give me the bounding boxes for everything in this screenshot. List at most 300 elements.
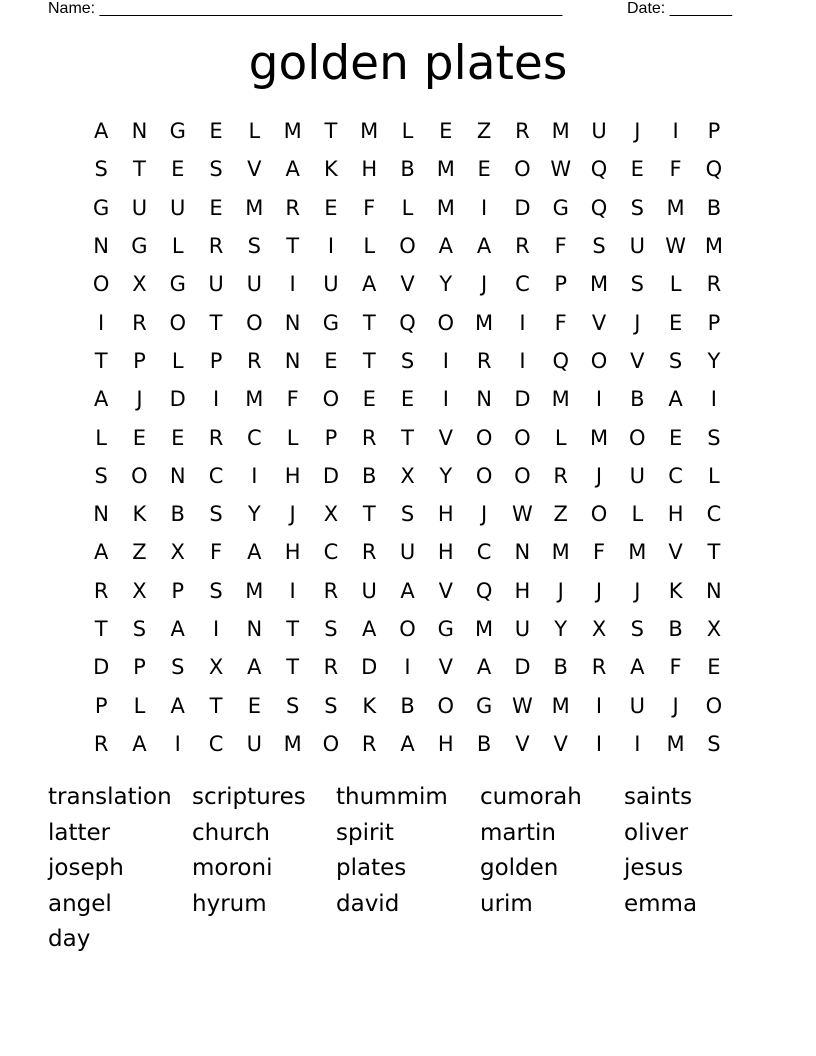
grid-letter: O [322, 731, 340, 756]
grid-letter: S [209, 578, 223, 603]
grid-letter: U [629, 463, 645, 488]
grid-letter: C [323, 540, 339, 565]
word-list-item: translation [48, 784, 172, 810]
grid-letter: M [666, 731, 685, 756]
grid-letter: E [171, 425, 185, 450]
grid-letter: S [171, 655, 185, 680]
grid-letter: H [284, 540, 301, 565]
grid-letter: T [324, 119, 338, 144]
grid-letter: O [169, 310, 186, 335]
grid-letter: G [322, 310, 340, 335]
grid-letter: M [245, 578, 264, 603]
grid-letter: D [514, 195, 531, 220]
grid-letter: A [170, 693, 185, 718]
grid-letter: F [286, 387, 299, 412]
grid-letter: L [669, 272, 682, 297]
grid-letter: E [247, 693, 261, 718]
grid-letter: E [400, 387, 415, 412]
grid-letter: S [94, 463, 108, 488]
grid-letter: V [247, 157, 262, 182]
grid-letter: D [93, 655, 110, 680]
grid-letter: X [170, 540, 185, 565]
grid-letter: U [514, 617, 531, 641]
grid-letter: C [706, 502, 722, 527]
grid-letter: A [93, 387, 109, 412]
grid-letter: G [437, 617, 454, 641]
grid-letter: D [322, 463, 340, 488]
grid-letter: I [98, 310, 105, 335]
grid-letter: T [94, 348, 108, 373]
grid-letter: S [94, 157, 108, 182]
word-list-item: moroni [192, 855, 273, 881]
grid-letter: V [400, 272, 415, 297]
grid-letter: R [476, 348, 492, 373]
grid-letter: O [437, 693, 455, 718]
grid-letter: X [591, 617, 607, 641]
grid-letter: C [668, 463, 683, 488]
grid-letter: R [208, 234, 224, 259]
grid-letter: P [209, 348, 223, 373]
grid-letter: V [630, 348, 645, 373]
grid-letter: S [400, 502, 415, 527]
grid-letter: O [514, 463, 531, 488]
grid-letter: N [284, 310, 301, 335]
word-list-item: church [192, 819, 270, 846]
grid-letter: P [707, 310, 721, 335]
grid-letter: I [519, 348, 526, 373]
word-list-item: jesus [624, 855, 684, 881]
grid-letter: H [667, 502, 684, 527]
grid-letter: I [442, 348, 449, 373]
grid-letter: U [170, 195, 186, 220]
word-list [48, 780, 768, 958]
grid-letter: X [132, 578, 147, 603]
grid-letter: P [554, 272, 568, 297]
grid-letter: M [245, 195, 264, 220]
grid-letter: U [246, 731, 263, 756]
grid-letter: F [592, 540, 606, 565]
grid-letter: U [629, 693, 645, 718]
grid-letter: M [283, 119, 302, 144]
grid-letter: R [515, 234, 530, 259]
grid-letter: D [169, 387, 186, 412]
grid-letter: S [592, 234, 606, 259]
grid-letter: O [246, 310, 263, 335]
word-list-item: urim [480, 890, 533, 917]
grid-letter: O [399, 234, 416, 259]
grid-letter: V [553, 731, 568, 756]
grid-letter: I [251, 463, 258, 488]
grid-letter: A [170, 617, 185, 641]
grid-letter: J [595, 463, 603, 488]
grid-letter: R [247, 348, 262, 373]
grid-letter: S [630, 617, 644, 641]
grid-letter: U [246, 272, 263, 297]
grid-letter: G [552, 195, 569, 220]
word-list-item: scriptures [192, 784, 306, 810]
grid-letter: K [324, 157, 338, 182]
word-list-item: latter [48, 819, 111, 846]
grid-letter: I [595, 387, 603, 412]
grid-letter: U [629, 234, 645, 259]
grid-letter: O [475, 425, 493, 450]
grid-letter: E [132, 425, 147, 450]
grid-letter: I [289, 578, 296, 603]
grid-letter: T [133, 157, 146, 182]
grid-letter: M [283, 731, 302, 756]
grid-letter: S [209, 157, 223, 182]
grid-letter: O [475, 463, 493, 488]
grid-letter: Z [553, 502, 568, 527]
grid-letter: O [590, 348, 608, 373]
grid-letter: E [668, 425, 683, 450]
grid-letter: M [551, 693, 570, 718]
grid-letter: P [94, 693, 108, 718]
grid-letter: S [132, 617, 147, 641]
grid-letter: O [399, 617, 416, 641]
grid-letter: J [672, 693, 679, 718]
grid-letter: O [629, 425, 646, 450]
grid-letter: B [362, 463, 377, 488]
word-list-item: plates [336, 855, 407, 881]
grid-letter: A [93, 540, 109, 565]
grid-letter: A [247, 655, 262, 680]
grid-letter: I [595, 731, 603, 756]
grid-letter: R [93, 731, 109, 756]
grid-letter: L [631, 502, 644, 527]
grid-letter: N [706, 578, 722, 603]
grid-letter: R [515, 119, 530, 144]
grid-letter: B [706, 195, 722, 220]
grid-letter: C [208, 463, 224, 488]
grid-letter: J [557, 578, 564, 603]
grid-letter: M [551, 387, 570, 412]
grid-letter: G [93, 195, 110, 220]
word-list-item: joseph [48, 855, 124, 881]
grid-letter: I [481, 195, 488, 220]
grid-letter: J [595, 578, 603, 603]
grid-letter: B [630, 387, 645, 412]
grid-letter: S [324, 617, 338, 641]
grid-letter: L [363, 234, 376, 259]
grid-letter: R [706, 272, 722, 297]
grid-letter: E [477, 157, 491, 182]
grid-letter: T [209, 310, 223, 335]
grid-letter: B [553, 655, 568, 680]
grid-letter: N [246, 617, 263, 641]
grid-letter: R [132, 310, 147, 335]
grid-letter: C [476, 540, 492, 565]
grid-letter: H [437, 502, 454, 527]
grid-letter: Y [247, 502, 261, 527]
grid-letter: B [400, 693, 415, 718]
grid-letter: F [209, 540, 223, 565]
grid-letter: M [436, 195, 455, 220]
puzzle-title: golden plates [248, 36, 568, 91]
grid-letter: M [666, 195, 685, 220]
grid-letter: O [92, 272, 110, 297]
grid-letter: O [437, 310, 455, 335]
grid-letter: M [360, 119, 379, 144]
header-line [48, 0, 748, 20]
grid-letter: T [286, 655, 300, 680]
grid-letter: C [515, 272, 530, 297]
grid-letter: T [401, 425, 414, 450]
grid-letter: N [93, 234, 109, 259]
grid-letter: M [551, 119, 570, 144]
grid-letter: D [514, 387, 531, 412]
word-list-item: golden [480, 855, 559, 881]
grid-letter: A [400, 578, 415, 603]
grid-letter: S [630, 195, 644, 220]
grid-letter: Y [439, 463, 453, 488]
grid-letter: A [362, 617, 377, 641]
grid-letter: Q [705, 157, 723, 182]
grid-letter: D [361, 655, 378, 680]
grid-letter: K [668, 578, 683, 603]
grid-letter: A [476, 655, 492, 680]
word-list-item: saints [624, 784, 693, 810]
grid-letter: V [438, 425, 453, 450]
grid-letter: J [289, 502, 296, 527]
grid-letter: W [550, 157, 572, 182]
grid-letter: J [481, 502, 488, 527]
grid-letter: I [212, 387, 220, 412]
grid-letter: G [131, 234, 148, 259]
grid-letter: U [208, 272, 224, 297]
grid-letter: U [131, 195, 148, 220]
grid-letter: S [707, 425, 721, 450]
grid-letter: K [362, 693, 377, 718]
grid-letter: J [634, 119, 641, 144]
grid-letter: Z [132, 540, 147, 565]
date-field-label: Date: _______ [627, 0, 732, 17]
grid-letter: A [285, 157, 300, 182]
grid-letter: W [512, 502, 533, 527]
grid-letter: E [707, 655, 721, 680]
grid-letter: F [554, 310, 567, 335]
grid-letter: R [591, 655, 607, 680]
grid-letter: L [171, 348, 184, 373]
grid-letter: M [475, 617, 494, 641]
grid-letter: F [669, 157, 682, 182]
grid-letter: Q [590, 157, 608, 182]
grid-letter: R [323, 655, 339, 680]
grid-letter: B [170, 502, 185, 527]
grid-letter: I [634, 731, 641, 756]
grid-letter: X [400, 463, 415, 488]
word-list-item: spirit [336, 819, 394, 846]
grid-letter: O [131, 463, 148, 488]
grid-letter: N [284, 348, 301, 373]
grid-letter: T [94, 617, 108, 641]
grid-letter: A [630, 655, 645, 680]
grid-letter: A [400, 731, 415, 756]
grid-letter: F [554, 234, 567, 259]
grid-letter: B [400, 157, 415, 182]
word-list-item: emma [624, 890, 698, 917]
grid-letter: X [323, 502, 339, 527]
grid-letter: N [169, 463, 186, 488]
grid-letter: M [704, 234, 723, 259]
grid-letter: C [247, 425, 262, 450]
grid-letter: S [247, 234, 261, 259]
grid-letter: S [209, 502, 223, 527]
grid-letter: X [132, 272, 147, 297]
grid-letter: I [519, 310, 526, 335]
grid-letter: X [706, 617, 722, 641]
grid-letter: E [209, 119, 223, 144]
grid-letter: M [589, 425, 609, 450]
grid-letter: U [323, 272, 339, 297]
grid-letter: A [362, 272, 377, 297]
grid-letter: V [438, 578, 453, 603]
grid-letter: E [324, 348, 338, 373]
grid-letter: N [476, 387, 492, 412]
name-field-label: Name: ____________________________________________________ [48, 0, 563, 17]
grid-letter: M [628, 540, 647, 565]
grid-letter: R [93, 578, 109, 603]
grid-letter: V [591, 310, 607, 335]
grid-letter: N [93, 502, 109, 527]
grid-letter: T [362, 310, 376, 335]
grid-letter: M [589, 272, 609, 297]
grid-letter: E [630, 157, 644, 182]
grid-letter: T [362, 348, 376, 373]
grid-letter: R [361, 540, 377, 565]
grid-letter: Y [439, 272, 453, 297]
grid-letter: S [324, 693, 338, 718]
letter-grid [82, 112, 733, 763]
grid-letter: H [361, 157, 378, 182]
grid-letter: A [668, 387, 683, 412]
grid-letter: G [169, 272, 186, 297]
grid-letter: T [209, 693, 223, 718]
grid-letter: L [171, 234, 184, 259]
word-list-item: hyrum [192, 890, 267, 917]
grid-letter: I [442, 387, 449, 412]
grid-letter: I [212, 617, 220, 641]
grid-letter: H [437, 540, 454, 565]
grid-letter: S [285, 693, 300, 718]
grid-letter: R [285, 195, 300, 220]
grid-letter: R [208, 425, 224, 450]
grid-letter: T [286, 617, 300, 641]
grid-letter: U [399, 540, 416, 565]
grid-letter: U [591, 119, 607, 144]
grid-letter: R [553, 463, 568, 488]
grid-letter: A [476, 234, 492, 259]
grid-letter: B [476, 731, 492, 756]
grid-letter: I [289, 272, 296, 297]
grid-letter: L [554, 425, 567, 450]
grid-letter: T [707, 540, 721, 565]
grid-letter: F [363, 195, 376, 220]
grid-letter: V [668, 540, 683, 565]
grid-letter: S [630, 272, 644, 297]
grid-letter: J [136, 387, 143, 412]
word-list-item: martin [480, 819, 556, 846]
grid-letter: T [286, 234, 300, 259]
grid-letter: N [514, 540, 531, 565]
word-list-item: cumorah [480, 784, 582, 810]
grid-letter: O [514, 425, 531, 450]
grid-letter: Q [590, 195, 608, 220]
grid-letter: P [707, 119, 721, 144]
grid-letter: M [245, 387, 264, 412]
grid-letter: M [475, 310, 494, 335]
grid-letter: E [668, 310, 683, 335]
word-list-item: david [336, 890, 400, 917]
grid-letter: V [438, 655, 453, 680]
grid-letter: F [669, 655, 682, 680]
grid-letter: Y [554, 617, 568, 641]
grid-letter: L [401, 119, 414, 144]
grid-letter: A [93, 119, 109, 144]
grid-letter: G [475, 693, 493, 718]
grid-letter: P [324, 425, 338, 450]
grid-letter: P [171, 578, 185, 603]
grid-letter: O [705, 693, 723, 718]
grid-letter: D [514, 655, 531, 680]
grid-letter: X [208, 655, 224, 680]
grid-letter: J [634, 310, 641, 335]
grid-letter: A [247, 540, 262, 565]
word-list-item: oliver [624, 819, 689, 846]
grid-letter: B [668, 617, 683, 641]
grid-letter: P [133, 655, 146, 680]
grid-letter: I [672, 119, 679, 144]
grid-letter: U [361, 578, 377, 603]
grid-letter: Z [476, 119, 492, 144]
grid-letter: H [437, 731, 454, 756]
grid-letter: O [590, 502, 608, 527]
grid-letter: L [95, 425, 107, 450]
grid-letter: M [436, 157, 455, 182]
grid-letter: S [668, 348, 683, 373]
grid-letter: C [208, 731, 224, 756]
grid-letter: R [361, 425, 377, 450]
grid-letter: J [634, 578, 641, 603]
grid-letter: W [512, 693, 533, 718]
grid-letter: O [322, 387, 340, 412]
word-list-item: day [48, 926, 91, 952]
grid-letter: S [400, 348, 415, 373]
grid-letter: K [132, 502, 147, 527]
grid-letter: H [284, 463, 301, 488]
grid-letter: R [323, 578, 339, 603]
grid-letter: Q [475, 578, 493, 603]
grid-letter: E [171, 157, 185, 182]
grid-letter: E [324, 195, 338, 220]
grid-letter: Y [707, 348, 721, 373]
grid-letter: J [481, 272, 488, 297]
grid-letter: A [438, 234, 453, 259]
grid-letter: W [665, 234, 686, 259]
grid-letter: T [362, 502, 376, 527]
grid-letter: I [327, 234, 335, 259]
grid-letter: A [132, 731, 147, 756]
grid-letter: H [514, 578, 531, 603]
grid-letter: V [515, 731, 530, 756]
grid-letter: L [401, 195, 414, 220]
grid-letter: I [174, 731, 181, 756]
grid-letter: R [361, 731, 377, 756]
grid-letter: I [710, 387, 717, 412]
grid-letter: E [209, 195, 223, 220]
grid-letter: I [404, 655, 411, 680]
grid-letter: Q [399, 310, 416, 335]
